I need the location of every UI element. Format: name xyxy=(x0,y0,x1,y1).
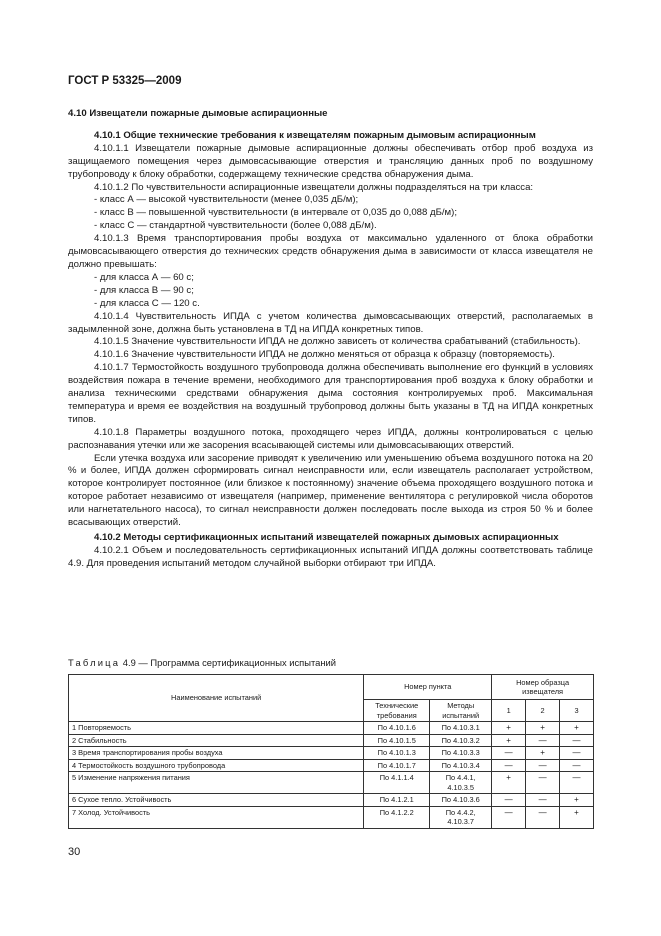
test-method-cell: По 4.10.3.3 xyxy=(430,747,492,760)
sample-3-mark: + xyxy=(560,806,594,828)
col-header-sample-2: 2 xyxy=(526,700,560,722)
test-name-cell: 2 Стабильность xyxy=(69,734,364,747)
sample-2-mark: + xyxy=(526,747,560,760)
paragraph: 4.10.1.2 По чувствительности аспирационные извещатели должны подразделяться на три класса: xyxy=(94,181,534,193)
test-name-cell: 6 Сухое тепло. Устойчивость xyxy=(69,794,364,807)
tech-requirement-cell: По 4.10.1.6 xyxy=(364,722,430,735)
sample-1-mark: + xyxy=(492,734,526,747)
test-method-cell: По 4.10.3.4 xyxy=(430,759,492,772)
table-row xyxy=(69,794,594,807)
section-heading: 4.10.1 Общие технические требования к извещателям пожарным дымовым аспирационным xyxy=(94,129,536,141)
col-header-test-methods: Методы испытаний xyxy=(430,700,492,722)
tech-requirement-cell: По 4.1.2.1 xyxy=(364,794,430,807)
paragraph: 4.10.1.3 Время транспортирования пробы воздуха от максимально удаленного от блока обработки дымовсасывающего отверстия до технических средств обнаружения дыма в зависимости от класса извещателя не должно превышать: xyxy=(68,233,593,270)
test-method-cell: По 4.10.3.1 xyxy=(430,722,492,735)
table-row xyxy=(69,759,594,772)
tech-requirement-cell: По 4.1.1.4 xyxy=(364,772,430,794)
paragraph: 4.10.1.8 Параметры воздушного потока, проходящего через ИПДА, должны контролироваться с целью распознавания утечки или же засорения всасывающей системы или дымовсасывающих отверстий. xyxy=(68,426,593,451)
table-row xyxy=(69,722,594,735)
col-header-sample-number: Номер образца извещателя xyxy=(492,675,594,700)
test-method-cell: По 4.10.3.2 xyxy=(430,734,492,747)
test-method-cell: По 4.10.3.6 xyxy=(430,794,492,807)
paragraph: - класс С — стандартной чувствительности (более 0,088 дБ/м). xyxy=(94,220,377,232)
table-row xyxy=(69,806,594,828)
test-method-cell: По 4.4.2, 4.10.3.7 xyxy=(430,806,492,828)
standard-header: ГОСТ Р 53325—2009 xyxy=(68,75,182,87)
tech-requirement-cell: По 4.10.1.7 xyxy=(364,759,430,772)
sample-2-mark: — xyxy=(526,794,560,807)
page-number: 30 xyxy=(68,846,81,858)
sample-1-mark: — xyxy=(492,759,526,772)
col-header-tech-requirements: Технические требования xyxy=(364,700,430,722)
col-header-sample-3: 3 xyxy=(560,700,594,722)
sample-1-mark: — xyxy=(492,794,526,807)
sample-2-mark: — xyxy=(526,772,560,794)
paragraph: - для класса С — 120 с. xyxy=(94,297,200,309)
section-heading: 4.10 Извещатели пожарные дымовые аспирационные xyxy=(68,108,328,119)
sample-2-mark: + xyxy=(526,722,560,735)
test-method-cell: По 4.4.1, 4.10.3.5 xyxy=(430,772,492,794)
sample-1-mark: + xyxy=(492,772,526,794)
section-heading: 4.10.2 Методы сертификационных испытаний извещателей пожарных дымовых аспирационных xyxy=(94,532,559,543)
test-name-cell: 3 Время транспортирования пробы воздуха xyxy=(69,747,364,760)
table-row xyxy=(69,747,594,760)
tech-requirement-cell: По 4.1.2.2 xyxy=(364,806,430,828)
sample-2-mark: — xyxy=(526,734,560,747)
sample-3-mark: + xyxy=(560,722,594,735)
paragraph: Если утечка воздуха или засорение приводят к увеличению или уменьшению объема воздушного потока на 20 % и более, ИПДА должен сформировать сигнал неисправности или, если извещатель располагает устройством, которое контролирует постоянное (или близкое к постоянному) значение объема проходящего воздушного потока и которое работает независимо от извещателя (например, применение вентилятора с регулировкой числа оборотов или нагнетательного насоса), то сигнал неисправности должен последовать после выхода из строя 50 % и более всасывающих отверстий. xyxy=(68,452,593,529)
paragraph: 4.10.2.1 Объем и последовательность сертификационных испытаний ИПДА должны соответствовать таблице 4.9. Для проведения испытаний методом случайной выборки отбирают три ИПДА. xyxy=(68,544,593,569)
col-header-test-name: Наименование испытаний xyxy=(69,675,364,722)
table-row xyxy=(69,734,594,747)
test-name-cell: 7 Холод. Устойчивость xyxy=(69,806,364,828)
sample-3-mark: — xyxy=(560,734,594,747)
paragraph: - класс А — высокой чувствительности (менее 0,035 дБ/м); xyxy=(94,194,359,206)
sample-3-mark: — xyxy=(560,747,594,760)
paragraph: 4.10.1.4 Чувствительность ИПДА с учетом количества дымовсасывающих отверстий, располагаемых в задымленной зоне, должна быть установлена в ТД на ИПДА конкретных типов. xyxy=(68,310,593,335)
table-caption xyxy=(68,657,336,668)
table-body xyxy=(69,722,594,829)
paragraph: 4.10.1.1 Извещатели пожарные дымовые аспирационные должны обеспечивать отбор проб воздуха из защищаемого помещения через дымовсасывающие отверстия и трансляцию данных проб по воздушному трубопроводу к блоку обработки, содержащему технические средства обнаружения дыма. xyxy=(68,142,593,180)
paragraph: 4.10.1.7 Термостойкость воздушного трубопровода должна обеспечивать выполнение его функций в условиях воздействия пожара в течение времени, необходимого для транспортирования проб воздуха к блоку обработки и анализа техническими средствами обнаружения дыма состояния контролируемых проб. Максимальная температура и время ее воздействия на воздушный трубопровод должны быть указаны в ТД на ИПДА конкретных типов. xyxy=(68,362,593,425)
sample-1-mark: + xyxy=(492,722,526,735)
tech-requirement-cell: По 4.10.1.5 xyxy=(364,734,430,747)
test-name-cell: 1 Повторяемость xyxy=(69,722,364,735)
table-caption-word: Таблица xyxy=(68,657,121,668)
paragraph: - класс В — повышенной чувствительности (в интервале от 0,035 до 0,088 дБ/м); xyxy=(94,207,458,219)
col-header-sample-1: 1 xyxy=(492,700,526,722)
sample-1-mark: — xyxy=(492,806,526,828)
paragraph: - для класса А — 60 с; xyxy=(94,271,194,283)
paragraph: - для класса В — 90 с; xyxy=(94,284,194,296)
certification-test-table xyxy=(68,674,594,829)
tech-requirement-cell: По 4.10.1.3 xyxy=(364,747,430,760)
col-header-point-number: Номер пункта xyxy=(364,675,492,700)
test-name-cell: 5 Изменение напряжения питания xyxy=(69,772,364,794)
body-text xyxy=(68,108,593,571)
sample-3-mark: + xyxy=(560,794,594,807)
sample-2-mark: — xyxy=(526,759,560,772)
sample-2-mark: — xyxy=(526,806,560,828)
paragraph: 4.10.1.6 Значение чувствительности ИПДА не должно меняться от образца к образцу (повторяемость). xyxy=(94,349,555,361)
test-name-cell: 4 Термостойкость воздушного трубопровода xyxy=(69,759,364,772)
sample-3-mark: — xyxy=(560,772,594,794)
table-caption-title: 4.9 — Программа сертификационных испытаний xyxy=(120,657,337,668)
sample-1-mark: — xyxy=(492,747,526,760)
paragraph: 4.10.1.5 Значение чувствительности ИПДА не должно зависеть от количества срабатываний (стабильность). xyxy=(94,336,581,348)
sample-3-mark: — xyxy=(560,759,594,772)
table-row xyxy=(69,772,594,794)
